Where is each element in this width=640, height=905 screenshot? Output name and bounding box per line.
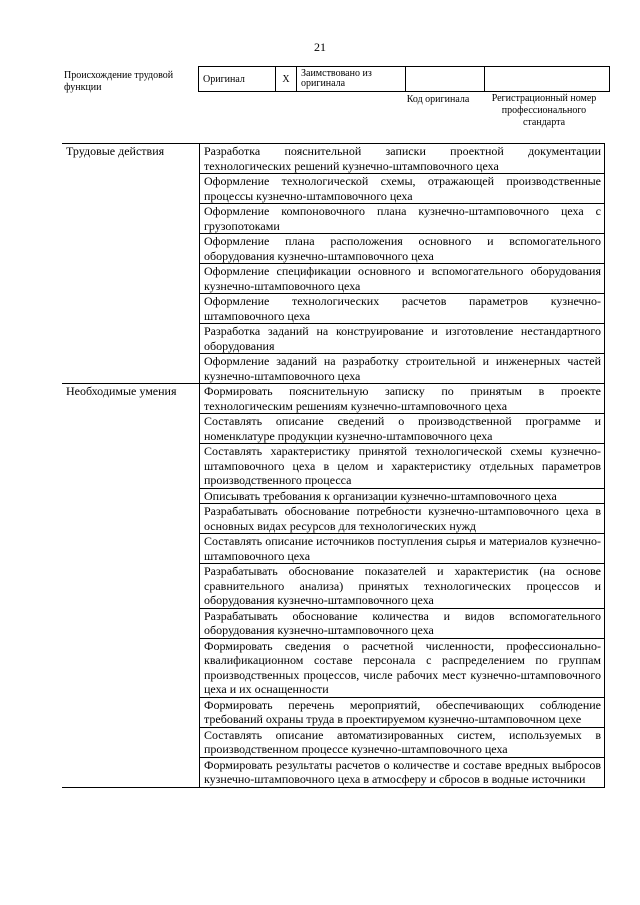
section-item: Формировать перечень мероприятий, обеспечивающих соблюдение требований охраны труда в проектируемом кузнечно-штамповочном цехе xyxy=(200,697,605,727)
section-item: Оформление плана расположения основного и вспомогательного оборудования кузнечно-штамповочного цеха xyxy=(200,234,605,264)
section-item: Формировать пояснительную записку по принятым в проекте технологическим решениям кузнечно-штамповочного цеха xyxy=(200,384,605,414)
reg-number-label: Регистрационный номер профессионального стандарта xyxy=(491,93,597,128)
section-item: Составлять описание источников поступления сырья и материалов кузнечно-штамповочного цеха xyxy=(200,534,605,564)
functions-table xyxy=(62,143,605,788)
origin-table xyxy=(198,66,610,92)
section-item: Составлять описание автоматизированных систем, используемых в производственном процессе кузнечно-штамповочного цеха xyxy=(200,727,605,757)
original-cell: Оригинал xyxy=(199,67,276,92)
table-row xyxy=(62,354,605,384)
code-label: Код оригинала xyxy=(406,94,470,105)
section-spacer xyxy=(62,564,200,609)
table-row xyxy=(62,294,605,324)
table-row xyxy=(62,444,605,489)
section-item: Оформление технологических расчетов параметров кузнечно-штамповочного цеха xyxy=(200,294,605,324)
section-spacer xyxy=(62,294,200,324)
table-row xyxy=(62,488,605,504)
section-item: Разрабатывать обоснование показателей и характеристик (на основе сравнительного анализа) принятых технологических процессов и оборудования кузнечно-штамповочного цеха xyxy=(200,564,605,609)
section-spacer xyxy=(62,324,200,354)
section-spacer xyxy=(62,414,200,444)
section-item: Оформление заданий на разработку строительной и инженерных частей кузнечно-штамповочного цеха xyxy=(200,354,605,384)
table-row xyxy=(62,264,605,294)
table-row xyxy=(62,324,605,354)
section-spacer xyxy=(62,204,200,234)
section-item: Разрабатывать обоснование количества и видов вспомогательного оборудования кузнечно-штамповочного цеха xyxy=(200,608,605,638)
section-spacer xyxy=(62,534,200,564)
section-spacer xyxy=(62,354,200,384)
page-number: 21 xyxy=(314,40,326,54)
section-title: Трудовые действия xyxy=(62,144,200,174)
section-item: Описывать требования к организации кузнечно-штамповочного цеха xyxy=(200,488,605,504)
section-spacer xyxy=(62,264,200,294)
section-spacer xyxy=(62,488,200,504)
section-spacer xyxy=(62,608,200,638)
section-title: Необходимые умения xyxy=(62,384,200,414)
origin-label: Происхождение трудовой функции xyxy=(64,70,174,93)
section-spacer xyxy=(62,727,200,757)
section-item: Разработка пояснительной записки проектной документации технологических решений кузнечно-штамповочного цеха xyxy=(200,144,605,174)
table-row xyxy=(62,727,605,757)
section-item: Оформление спецификации основного и вспомогательного оборудования кузнечно-штамповочного цеха xyxy=(200,264,605,294)
reg-number-cell xyxy=(485,67,610,92)
section-item: Составлять описание сведений о производственной программе и номенклатуре продукции кузнечно-штамповочного цеха xyxy=(200,414,605,444)
table-row xyxy=(62,697,605,727)
section-item: Оформление технологической схемы, отражающей производственные процессы кузнечно-штамповочного цеха xyxy=(200,174,605,204)
table-row xyxy=(62,234,605,264)
section-spacer xyxy=(62,638,200,697)
table-row xyxy=(62,757,605,787)
table-row xyxy=(62,638,605,697)
section-item: Разрабатывать обоснование потребности кузнечно-штамповочного цеха в основных видах ресурсов для технологических нужд xyxy=(200,504,605,534)
table-row xyxy=(62,504,605,534)
section-item: Оформление компоновочного плана кузнечно-штамповочного цеха с грузопотоками xyxy=(200,204,605,234)
table-row xyxy=(62,384,605,414)
table-row xyxy=(62,608,605,638)
original-mark: X xyxy=(276,67,297,92)
section-spacer xyxy=(62,697,200,727)
table-row xyxy=(62,174,605,204)
table-row xyxy=(62,534,605,564)
section-spacer xyxy=(62,444,200,489)
code-cell xyxy=(406,67,485,92)
section-spacer xyxy=(62,174,200,204)
section-spacer xyxy=(62,504,200,534)
borrowed-cell: Заимствовано из оригинала xyxy=(297,67,406,92)
section-spacer xyxy=(62,234,200,264)
section-item: Формировать результаты расчетов о количестве и составе вредных выбросов кузнечно-штамповочного цеха в атмосферу и сбросов в водные источники xyxy=(200,757,605,787)
table-row xyxy=(62,564,605,609)
table-row xyxy=(62,144,605,174)
section-spacer xyxy=(62,757,200,787)
table-row xyxy=(62,414,605,444)
section-item: Составлять характеристику принятой технологической схемы кузнечно-штамповочного цеха в целом и характеристику отдельных параметров производственного процесса xyxy=(200,444,605,489)
section-item: Разработка заданий на конструирование и изготовление нестандартного оборудования xyxy=(200,324,605,354)
section-item: Формировать сведения о расчетной численности, профессионально-квалификационном составе персонала с распределением по группам производственных процессов, числе рабочих мест кузнечно-штамповочного цеха и их оснащенности xyxy=(200,638,605,697)
table-row xyxy=(62,204,605,234)
